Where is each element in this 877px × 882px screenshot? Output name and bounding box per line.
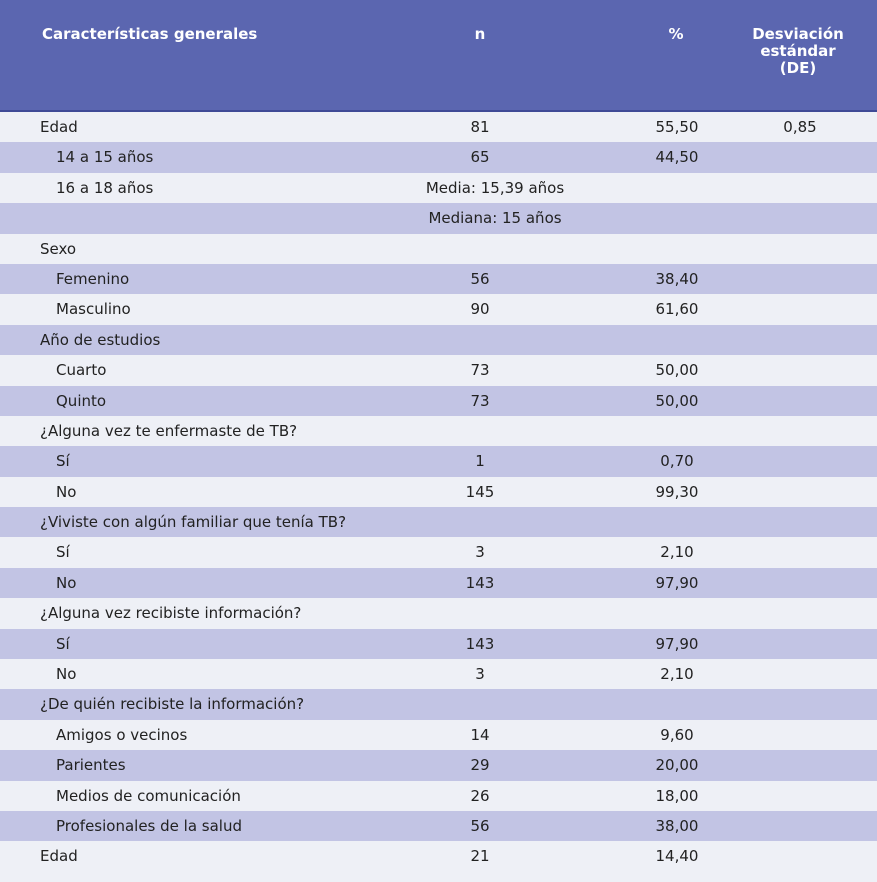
table-row <box>0 264 877 294</box>
row-label: Profesionales de la salud <box>56 816 242 835</box>
row-n: 143 <box>465 634 495 653</box>
row-label: Sexo <box>40 239 77 258</box>
header-standard-deviation: Desviación estándar (DE) <box>752 25 844 77</box>
row-percent: 38,40 <box>655 269 699 288</box>
table-row <box>0 750 877 780</box>
row-n: 14 <box>470 725 490 744</box>
row-label: Femenino <box>56 269 130 288</box>
table-header <box>0 0 877 112</box>
row-label: ¿De quién recibiste la información? <box>40 695 305 714</box>
row-percent: 50,00 <box>655 391 699 410</box>
row-percent: 99,30 <box>655 482 699 501</box>
table-row <box>0 720 877 750</box>
row-n: 73 <box>470 391 490 410</box>
row-n: 56 <box>470 269 490 288</box>
row-label: No <box>56 665 77 684</box>
row-percent: 55,50 <box>655 118 699 136</box>
row-label: ¿Alguna vez recibiste información? <box>40 604 302 623</box>
table-row <box>0 416 877 446</box>
table-row <box>0 689 877 719</box>
row-n: 65 <box>470 148 490 167</box>
row-n: 90 <box>470 300 490 319</box>
row-percent: 61,60 <box>655 300 699 319</box>
table-row <box>0 537 877 567</box>
row-n: 3 <box>475 665 485 684</box>
row-label: Sí <box>56 452 70 471</box>
row-n: 81 <box>470 118 490 136</box>
row-label: Parientes <box>56 756 126 775</box>
table-row <box>0 355 877 385</box>
row-label: Edad <box>40 847 78 866</box>
table-row <box>0 659 877 689</box>
row-n: 3 <box>475 543 485 562</box>
row-label: Sí <box>56 543 70 562</box>
row-label: 16 a 18 años <box>56 178 154 197</box>
row-percent: 50,00 <box>655 361 699 380</box>
table-row <box>0 781 877 811</box>
row-label: 14 a 15 años <box>56 148 154 167</box>
row-n: 145 <box>465 482 495 501</box>
row-label: Cuarto <box>56 361 107 380</box>
table-row <box>0 598 877 628</box>
table-body <box>0 112 877 872</box>
row-standard-deviation: 0,85 <box>783 118 817 136</box>
header-percent: % <box>668 25 684 43</box>
header-characteristics: Características generales <box>42 25 258 43</box>
table-row <box>0 477 877 507</box>
row-percent: 2,10 <box>660 665 694 684</box>
table-row <box>0 386 877 416</box>
table-row <box>0 811 877 841</box>
row-label: Quinto <box>56 391 107 410</box>
row-label: Masculino <box>56 300 131 319</box>
row-summary-stat: Mediana: 15 años <box>428 209 562 228</box>
table-row <box>0 568 877 598</box>
row-n: 21 <box>470 847 490 866</box>
row-n: 29 <box>470 756 490 775</box>
table-row <box>0 325 877 355</box>
table-row <box>0 507 877 537</box>
row-percent: 9,60 <box>660 725 694 744</box>
row-n: 1 <box>475 452 485 471</box>
row-label: Edad <box>40 118 78 136</box>
row-label: Sí <box>56 634 70 653</box>
table-row <box>0 294 877 324</box>
table-row <box>0 629 877 659</box>
row-label: Amigos o vecinos <box>56 725 188 744</box>
row-percent: 20,00 <box>655 756 699 775</box>
header-n: n <box>474 25 486 43</box>
row-percent: 97,90 <box>655 573 699 592</box>
row-percent: 2,10 <box>660 543 694 562</box>
row-n: 73 <box>470 361 490 380</box>
row-label: ¿Alguna vez te enfermaste de TB? <box>40 421 298 440</box>
row-percent: 97,90 <box>655 634 699 653</box>
row-summary-stat: Media: 15,39 años <box>425 178 565 197</box>
row-label: ¿Viviste con algún familiar que tenía TB? <box>40 513 347 532</box>
row-label: Medios de comunicación <box>56 786 241 805</box>
row-percent: 18,00 <box>655 786 699 805</box>
table-row <box>0 142 877 172</box>
row-percent: 44,50 <box>655 148 699 167</box>
table-row <box>0 234 877 264</box>
row-label: No <box>56 482 77 501</box>
table-row <box>0 173 877 203</box>
row-label: Año de estudios <box>40 330 161 349</box>
row-n: 26 <box>470 786 490 805</box>
table-row <box>0 446 877 476</box>
row-n: 56 <box>470 816 490 835</box>
row-percent: 14,40 <box>655 847 699 866</box>
table-row <box>0 841 877 871</box>
table-row <box>0 203 877 233</box>
table-row <box>0 112 877 142</box>
row-percent: 38,00 <box>655 816 699 835</box>
row-n: 143 <box>465 573 495 592</box>
row-label: No <box>56 573 77 592</box>
row-percent: 0,70 <box>660 452 694 471</box>
